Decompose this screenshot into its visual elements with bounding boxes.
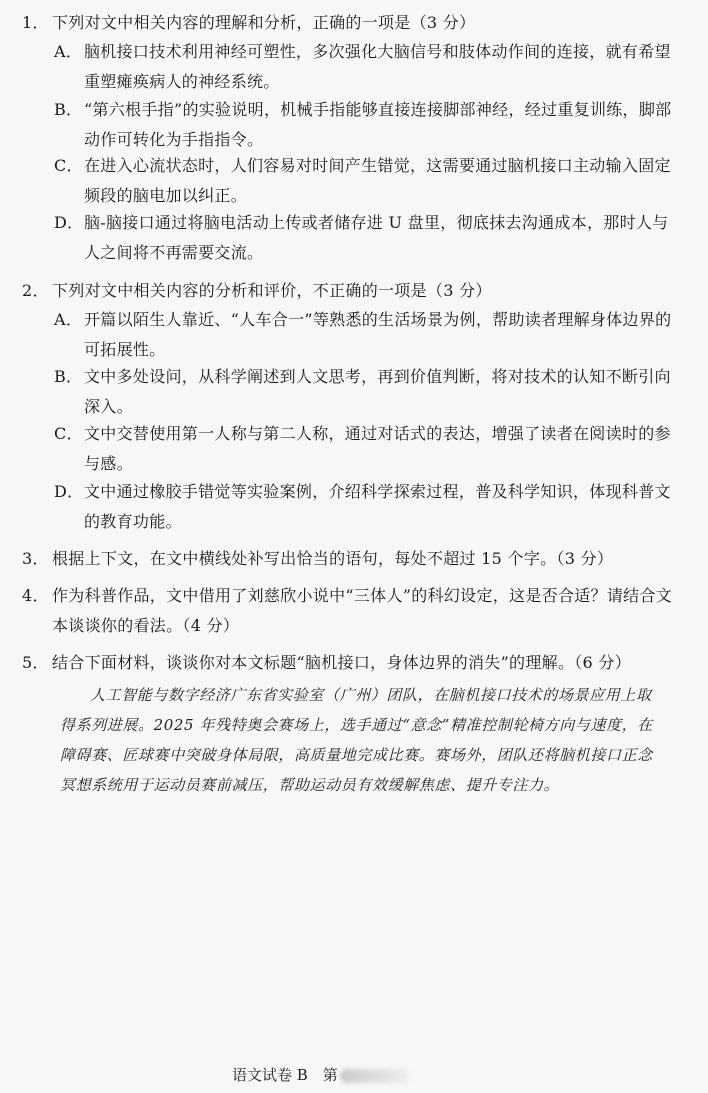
option-letter: A． (54, 42, 83, 61)
option-text: 脑-脑接口通过将脑电活动上传或者储存进 U 盘里，彻底抹去沟通成本，那时人与人之间将不再需要交流。 (84, 213, 669, 262)
q1-option-c (54, 151, 678, 211)
q1-option-d (54, 208, 678, 268)
question-number: 5． (22, 653, 49, 672)
question-stem: 下列对文中相关内容的理解和分析，正确的一项是（3 分） (52, 13, 476, 32)
q2-option-b (54, 362, 678, 422)
option-text: 开篇以陌生人靠近、“人车合一”等熟悉的生活场景为例，帮助读者理解身体边界的可拓展性。 (84, 310, 672, 359)
option-letter: C． (54, 424, 83, 443)
q1-option-b (54, 95, 678, 155)
question-number: 1． (22, 13, 49, 32)
blurred-page-number (340, 1069, 410, 1083)
option-text: “第六根手指”的实验说明，机械手指能够直接连接脚部神经，经过重复训练，脚部动作可转化为手指指令。 (84, 100, 672, 149)
option-letter: B． (54, 100, 83, 119)
question-3 (22, 544, 682, 574)
question-number: 2． (22, 281, 49, 300)
q2-option-a (54, 305, 678, 365)
option-letter: B． (54, 367, 83, 386)
question-1 (22, 8, 682, 38)
option-text: 文中交替使用第一人称与第二人称，通过对话式的表达，增强了读者在阅读时的参与感。 (84, 424, 671, 473)
question-number: 4． (22, 586, 49, 605)
page-footer (232, 1065, 410, 1085)
option-letter: C． (54, 156, 83, 175)
question-stem: 下列对文中相关内容的分析和评价，不正确的一项是（3 分） (52, 281, 492, 300)
option-letter: A． (54, 310, 83, 329)
q1-option-a (54, 37, 678, 97)
option-text: 文中多处设问，从科学阐述到人文思考，再到价值判断，将对技术的认知不断引向深入。 (84, 367, 671, 416)
option-letter: D． (54, 213, 84, 232)
option-text: 文中通过橡胶手错觉等实验案例，介绍科学探索过程，普及科学知识，体现科普文的教育功能。 (84, 482, 671, 531)
q2-option-d (54, 477, 678, 537)
question-stem: 根据上下文，在文中横线处补写出恰当的语句，每处不超过 15 个字。（3 分） (52, 549, 614, 568)
question-5 (22, 648, 682, 678)
footer-label: 语文试卷 B 第 (232, 1066, 338, 1084)
question-stem: 结合下面材料，谈谈你对本文标题“脑机接口，身体边界的消失”的理解。（6 分） (52, 653, 632, 672)
option-letter: D． (54, 482, 84, 501)
question-2 (22, 276, 682, 306)
question-number: 3． (22, 549, 49, 568)
option-text: 脑机接口技术利用神经可塑性，多次强化大脑信号和肢体动作间的连接，就有希望重塑瘫痪病人的神经系统。 (84, 42, 671, 91)
option-text: 在进入心流状态时，人们容易对时间产生错觉，这需要通过脑机接口主动输入固定频段的脑电加以纠正。 (84, 156, 671, 205)
question-stem: 作为科普作品，文中借用了刘慈欣小说中“三体人”的科幻设定，这是否合适？请结合文本谈谈你的看法。（4 分） (52, 586, 673, 635)
q2-option-c (54, 419, 678, 479)
reading-material: 人工智能与数字经济广东省实验室（广州）团队，在脑机接口技术的场景应用上取得系列进展。2025 年残特奥会赛场上，选手通过“意念”精准控制轮椅方向与速度，在障碍赛、匠球赛中突破身体局限，高质量地完成比赛。赛场外，团队还将脑机接口正念冥想系统用于运动员赛前减压，帮助运动员有效缓解焦虑、提升专注力。 (60, 686, 653, 794)
